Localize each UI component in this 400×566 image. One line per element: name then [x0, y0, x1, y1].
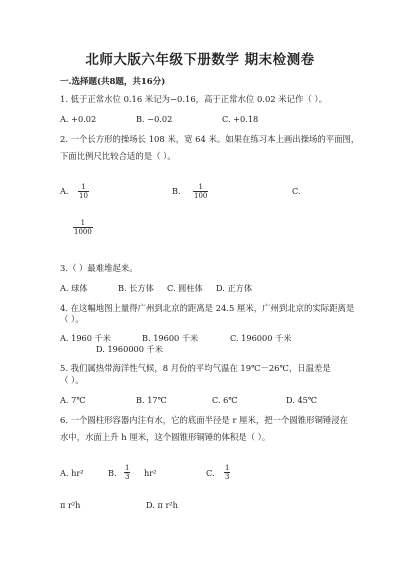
question-6-stem-line-2: 水中，水面上升 h 厘米，这个圆锥形铜锤的体积是（ ）。: [60, 432, 271, 442]
page-title: 北师大版六年级下册数学 期末检测卷: [85, 52, 315, 68]
fraction-denominator: 10: [79, 192, 88, 200]
question-4-stem-line-2: （ ）。: [60, 314, 84, 324]
question-6-option-b-expression: hr²: [144, 468, 157, 478]
section-heading: 一.选择题(共8题，共16分): [60, 77, 166, 87]
question-6-option-c-label: C.: [206, 468, 215, 478]
fraction-denominator: 3: [125, 473, 130, 481]
question-5-stem-line-1: 5. 我们属热带海洋性气候，8 月份的平均气温在 19℃－26℃，日温差是: [60, 363, 331, 373]
question-1-option-b: B. −0.02: [136, 114, 173, 124]
question-6-option-c-fraction: [224, 464, 230, 481]
question-6-option-c-expression: π r²h: [60, 500, 81, 510]
question-2-option-c-label: C.: [292, 186, 301, 196]
question-2-stem-line-1: 2. 一个长方形的操场长 108 米，宽 64 米。如果在练习本上画出操场的平面图，: [60, 134, 360, 144]
question-3-option-a: A. 球体: [60, 283, 88, 293]
question-2-stem-line-2: 下面比例尺比较合适的是（ ）。: [60, 151, 176, 161]
question-2-option-b-fraction: [193, 183, 208, 200]
question-3-option-b: B. 长方体: [118, 283, 154, 293]
question-6-option-a: A. hr²: [60, 468, 84, 478]
question-5-option-b: B. 17℃: [136, 395, 167, 405]
question-6-option-d: D. π r²h: [146, 500, 178, 510]
question-2-option-b-label: B.: [172, 186, 181, 196]
question-3-stem: 3.（ ）最难堆起来。: [60, 263, 138, 273]
question-6-option-b-fraction: [124, 464, 130, 481]
question-5-option-c: C. 6℃: [212, 395, 238, 405]
question-6-stem-line-1: 6. 一个圆柱形容器内注有水，它的底面半径是 r 厘米，把一个圆锥形铜锤浸在: [60, 415, 348, 425]
question-1-option-c: C. +0.18: [222, 114, 259, 124]
question-5-stem-line-2: （ ）。: [60, 375, 84, 385]
fraction-denominator: 100: [194, 192, 208, 200]
fraction-denominator: 3: [225, 473, 230, 481]
question-1-stem: 1. 低于正常水位 0.16 米记为−0.16，高于正常水位 0.02 米记作（ ）。: [60, 94, 327, 104]
fraction-numerator: 1: [81, 183, 86, 191]
question-5-option-a: A. 7℃: [60, 395, 86, 405]
question-4-option-b: B. 19600 千米: [142, 333, 199, 343]
question-2-option-a-fraction: [78, 183, 89, 200]
question-4-option-c: C. 196000 千米: [230, 333, 292, 343]
fraction-denominator: 1000: [74, 228, 92, 236]
question-3-option-d: D. 正方体: [216, 283, 253, 293]
fraction-numerator: 1: [80, 219, 86, 227]
question-6-option-b-label: B.: [108, 468, 117, 478]
fraction-numerator: 1: [198, 183, 203, 191]
question-2-option-a-label: A.: [60, 186, 69, 196]
question-4-option-d: D. 1960000 千米: [96, 344, 163, 354]
question-4-stem-line-1: 4. 在这幅地图上量得广州到北京的距离是 24.5 厘米，广州到北京的实际距离是: [60, 303, 355, 313]
question-4-option-a: A. 1960 千米: [60, 333, 111, 343]
question-2-option-c-fraction: [73, 219, 93, 236]
question-5-option-d: D. 45℃: [286, 395, 318, 405]
fraction-numerator: 1: [225, 464, 230, 472]
question-1-option-a: A. +0.02: [60, 114, 97, 124]
fraction-numerator: 1: [125, 464, 130, 472]
question-3-option-c: C. 圆柱体: [167, 283, 203, 293]
